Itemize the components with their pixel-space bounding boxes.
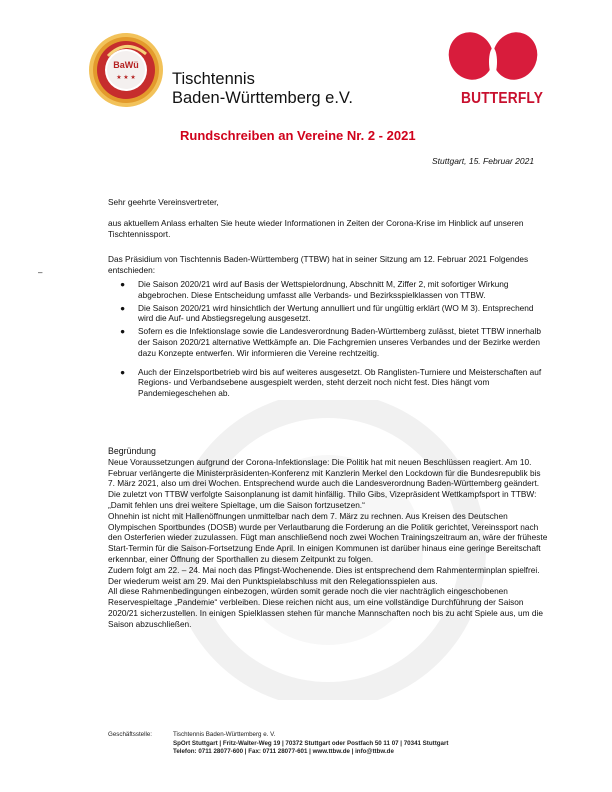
- margin-dash: –: [38, 268, 43, 277]
- butterfly-wordmark: BUTTERFLY: [461, 90, 544, 107]
- reasoning-paragraph: Ohnehin ist nicht mit Hallenöffnungen unmittelbar nach dem 7. März zu rechnen. Aus Kreisen des Deutschen Olympischen Sportbundes (DOSB) wurde per Verlautbarung die Forderung an die Politik gerichtet, Vereinssport nach den Osterferien wieder zuzulassen. Fügt man anschließend noch zwei Wochen Trainingszeitraum an, wäre der früheste Start-Termin für die Saison-Fortsetzung Ende April. In einigen Kommunen ist darüber hinaus eine geringe Bereitschaft erkennbar, einer Öffnung der Sporthallen zu diesem Zeitpunkt zu folgen.: [108, 510, 548, 564]
- bullet-icon: ●: [120, 366, 126, 377]
- list-item: ● Die Saison 2020/21 wird hinsichtlich der Wertung annulliert und für ungültig erklärt (WO M 3). Entsprechend wird die Auf- und Abstiegsregelung ausgesetzt.: [120, 302, 534, 324]
- footer-line: Tischtennis Baden-Württemberg e. V.: [173, 731, 276, 738]
- document-date: Stuttgart, 15. Februar 2021: [432, 156, 535, 166]
- org-name-line1: Tischtennis: [172, 70, 255, 88]
- bullet-icon: ●: [120, 326, 126, 337]
- org-name-line2: Baden-Württemberg e.V.: [172, 89, 353, 107]
- list-item: ● Die Saison 2020/21 wird auf Basis der Wettspielordnung, Abschnitt M, Ziffer 2, mit sofortiger Wirkung abgebrochen. Diese Entscheidung umfasst alle Verbands- und Bezirksspielklassen von TTBW.: [120, 279, 509, 300]
- svg-text:★ ★ ★: ★ ★ ★: [116, 75, 136, 81]
- intro-paragraph: aus aktuellem Anlass erhalten Sie heute wieder Informationen in Zeiten der Corona-Krise im Hinblick auf unseren Tischtennissport.: [108, 218, 524, 239]
- reasoning-paragraph: All diese Rahmenbedingungen einbezogen, würden somit gerade noch die vier nachträglich eingeschobenen Reservespieltage „Pandemie“ verbleiben. Diese reichen nicht aus, um eine vollständige Durchführung der Saison 2020/21 sicherzustellen. In einigen Spielklassen stehen für manche Mannschaften noch bis zu acht Spiele aus, um die Saison abzuschließen.: [108, 586, 543, 629]
- decision-list: [118, 279, 550, 401]
- organization-name: [172, 70, 353, 108]
- salutation: Sehr geehrte Vereinsvertreter,: [108, 197, 219, 207]
- list-item: ● Auch der Einzelsportbetrieb wird bis auf weiteres ausgesetzt. Ob Ranglisten-Turniere und Meisterschaften auf Regions- und Verbandsebene ausgespielt werden, steht derzeit noch nicht fest. Dies hängt vom Pandemiegeschehen ab.: [120, 366, 542, 399]
- bullet-icon: ●: [120, 279, 126, 289]
- logo-text: BaWü: [113, 60, 139, 70]
- reasoning-section: [108, 446, 548, 630]
- reasoning-paragraph: Zudem folgt am 22. – 24. Mai noch das Pfingst-Wochenende. Dies ist entsprechend dem Rahmenterminplan spielfrei. Der wiederum weist am 29. Mai den Punktspielabschluss mit den Relegationsspielen aus.: [108, 564, 540, 586]
- footer-line: SpOrt Stuttgart | Fritz-Walter-Weg 19 | 70372 Stuttgart oder Postfach 50 11 07 | 70341 Stuttgart: [173, 739, 449, 747]
- bawue-logo: [88, 32, 164, 108]
- document-title: Rundschreiben an Vereine Nr. 2 - 2021: [180, 128, 416, 143]
- reasoning-paragraph: Neue Voraussetzungen aufgrund der Corona-Infektionslage: Die Politik hat mit neuen Beschlüssen reagiert. Am 10. Februar verlängerte die Ministerpräsidenten-Konferenz mit Kanzlerin Merkel den Lockdown für die Bundesrepublik bis 7. März 2021, also um drei Wochen. Entsprechend wurde auch die Landesverordnung Baden-Württemberg geändert. Die zuletzt von TTBW verfolgte Saisonplanung ist damit hinfällig. Thilo Gibs, Vizepräsident Wettkampfsport in TTBW: „Damit fehlen uns drei weitere Spieltage, um die Saison fortzusetzen.“: [108, 456, 541, 510]
- list-item: ● Sofern es die Infektionslage sowie die Landesverordnung Baden-Württemberg zulässt, bietet TTBW innerhalb der Saison 2020/21 alternative Wettkämpfe an. Die Fachgremien unseres Verbandes und der Bezirke werden dazu Konzepte entwerfen. Wir informieren die Vereine rechtzeitig.: [120, 326, 541, 358]
- reasoning-heading: Begründung: [108, 446, 156, 456]
- footer-line: Telefon: 0711 28077-600 | Fax: 0711 28077-601 | www.ttbw.de | info@ttbw.de: [173, 748, 394, 756]
- bullet-icon: ●: [120, 302, 126, 313]
- decision-intro-paragraph: Das Präsidium von Tischtennis Baden-Württemberg (TTBW) hat in seiner Sitzung am 12. Februar 2021 Folgendes entschieden:: [108, 254, 529, 275]
- footer-label: Geschäftsstelle:: [108, 731, 153, 738]
